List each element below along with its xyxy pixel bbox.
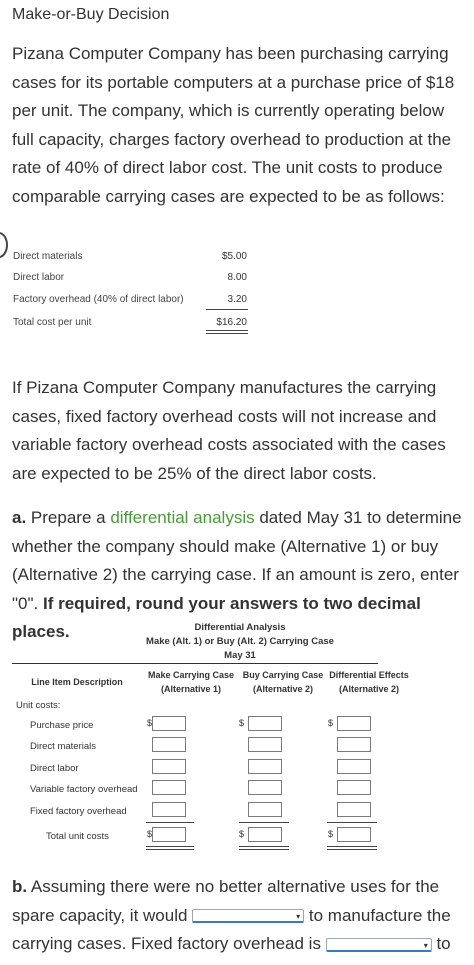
diff-total-rule-2 [327,849,377,850]
diff-direct-materials-input[interactable] [337,737,371,752]
differential-analysis-link[interactable]: differential analysis [110,508,255,527]
question-a-text-before-link: Prepare a [30,508,106,527]
scenario-paragraph: If Pizana Computer Company manufactures the carrying cases, fixed factory overhead costs will not increase and variable factory overhead costs associated with the cases are expected to be 25% of the direct labor costs. [12,378,446,483]
row-label-variable-factory-overhead: Variable factory overhead [30,784,138,795]
make-direct-labor-input[interactable] [152,759,186,774]
row-label-purchase-price: Purchase price [30,720,94,731]
make-total-input[interactable] [152,827,186,842]
analysis-subtitle: Make (Alt. 1) or Buy (Alt. 2) Carrying Case [146,636,334,647]
cost-total-rule-1 [206,330,248,331]
question-a-prefix: a. [12,508,27,527]
analysis-title: Differential Analysis [194,622,286,633]
make-subtotal-rule [146,822,194,823]
question-b-prefix: b. [12,877,28,896]
diff-variable-overhead-input[interactable] [337,780,371,795]
chevron-down-icon: ▾ [423,940,428,950]
diff-direct-labor-input[interactable] [337,759,371,774]
make-fixed-overhead-input[interactable] [152,802,186,817]
currency-diff-first: $ [328,718,334,728]
cost-label-direct-labor: Direct labor [13,272,65,283]
cost-subtotal-rule [206,309,248,310]
cost-value-total: $16.20 [216,317,247,328]
diff-subtotal-rule [327,822,377,823]
currency-make-first: $ [147,718,153,728]
col-header-diff-alt: (Alternative 2) [338,684,400,694]
question-b-text-1: Assuming there were no better alternative uses for the spare capacity, it would [12,877,440,925]
unit-costs-section-label: Unit costs: [16,700,61,711]
make-or-buy-dropdown[interactable] [192,909,304,923]
cost-value-direct-materials: $5.00 [221,251,247,262]
make-variable-overhead-input[interactable] [152,780,186,795]
row-label-fixed-factory-overhead: Fixed factory overhead [30,806,127,817]
question-a-text-after-link: dated May 31 to determine whether the company should make (Alternative 1) or buy (Alternative 2) the carrying case. If an amount is zero, enter "0". [12,508,462,613]
col-header-make-alt: (Alternative 1) [160,684,222,694]
page-title: Make-or-Buy Decision [12,6,170,23]
row-label-total-unit-costs: Total unit costs [46,831,109,842]
intro-paragraph: Pizana Computer Company has been purchasing carrying cases for its portable computers at a purchase price of $18 per unit. The company, which is currently operating below full capacity, charges factory overhead to production at the rate of 40% of direct labor cost. The unit costs to produce comparable carrying cases are expected to be as follows: [12,44,455,206]
question-a-rounding-note: If required, round your answers to two decimal places. [12,593,421,642]
diff-total-rule-1 [327,846,377,847]
cost-label-direct-materials: Direct materials [13,251,83,262]
cost-value-factory-overhead: 3.20 [227,294,247,305]
buy-subtotal-rule [239,822,289,823]
col-header-line-item: Line Item Description [31,677,123,687]
buy-direct-materials-input[interactable] [248,737,282,752]
fixed-overhead-dropdown[interactable] [326,938,432,952]
cost-label-factory-overhead: Factory overhead (40% of direct labor) [13,294,184,305]
make-direct-materials-input[interactable] [152,737,186,752]
buy-variable-overhead-input[interactable] [248,780,282,795]
col-header-buy-alt: (Alternative 2) [252,684,314,694]
question-b-text-3: to [436,934,451,954]
buy-total-rule-2 [239,849,289,850]
chevron-down-icon: ▾ [296,912,301,922]
buy-fixed-overhead-input[interactable] [248,802,282,817]
question-b-text-2: to manufacture the carrying cases. Fixed factory overhead is [12,905,451,954]
col-header-diff: Differential Effects [329,670,409,680]
currency-diff-total: $ [328,829,334,839]
col-header-buy: Buy Carrying Case [242,670,324,680]
currency-buy-total: $ [239,829,245,839]
cost-total-rule-2 [206,333,248,334]
row-label-direct-materials: Direct materials [30,741,96,752]
question-b [12,873,470,959]
currency-buy-first: $ [239,718,245,728]
make-total-rule-1 [146,846,194,847]
diff-fixed-overhead-input[interactable] [337,802,371,817]
cost-label-total: Total cost per unit [13,317,92,328]
make-purchase-price-input[interactable] [152,716,186,731]
buy-total-rule-1 [239,846,289,847]
buy-purchase-price-input[interactable] [248,716,282,731]
buy-total-input[interactable] [248,827,282,842]
row-label-direct-labor: Direct labor [30,763,79,774]
buy-direct-labor-input[interactable] [248,759,282,774]
cost-value-direct-labor: 8.00 [227,272,247,283]
margin-arc-decoration [0,232,8,258]
diff-purchase-price-input[interactable] [337,716,371,731]
analysis-date: May 31 [224,650,256,661]
currency-make-total: $ [147,829,153,839]
analysis-header-rule [12,663,378,664]
col-header-make: Make Carrying Case [147,670,235,680]
make-total-rule-2 [146,849,194,850]
diff-total-input[interactable] [337,827,371,842]
